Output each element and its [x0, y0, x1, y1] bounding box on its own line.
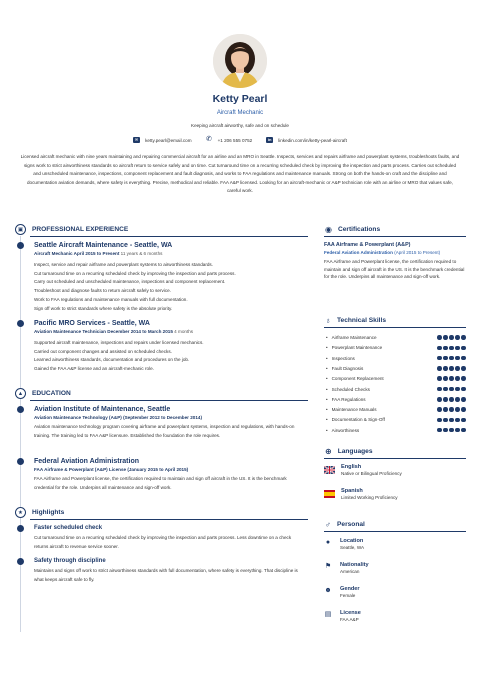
skill-rating — [437, 356, 466, 361]
divider — [324, 458, 466, 459]
timeline-line — [20, 236, 21, 632]
skill-label: • Powerplant Maintenance — [326, 345, 382, 350]
skill-rating — [437, 407, 466, 412]
rating-dot — [449, 387, 454, 392]
skill-rating — [437, 397, 466, 402]
rating-dot — [437, 376, 442, 381]
email-icon: ✉ — [134, 137, 139, 142]
rating-dot — [461, 356, 466, 361]
timeline-dot — [17, 242, 24, 249]
rating-dot — [449, 376, 454, 381]
skill-label: • Airworthiness — [326, 428, 359, 433]
rating-dot — [443, 346, 448, 351]
education-heading: ▲ EDUCATION — [15, 388, 71, 399]
timeline-dot — [17, 525, 24, 532]
rating-dot — [449, 407, 454, 412]
divider — [324, 236, 466, 237]
star-icon: ★ — [15, 507, 26, 518]
candidate-name: Ketty Pearl — [212, 93, 268, 105]
contact-linkedin[interactable] — [266, 137, 347, 143]
rating-dot — [455, 418, 460, 423]
rating-dot — [443, 356, 448, 361]
certifications-heading: ◉ Certifications — [325, 225, 381, 234]
location-icon: ● — [325, 539, 331, 546]
rating-dot — [449, 397, 454, 402]
skill-label: • Inspections — [326, 356, 355, 361]
briefcase-icon: ▣ — [15, 224, 26, 235]
skill-row — [326, 345, 466, 350]
graduation-cap-icon: ▲ — [15, 388, 26, 399]
rating-dot — [443, 428, 448, 433]
rating-dot — [443, 335, 448, 340]
divider — [30, 400, 308, 401]
profile-photo — [213, 34, 267, 88]
skill-rating — [437, 366, 466, 371]
summary-text: Licensed aircraft mechanic with nine years maintaining and repairing commercial aircraft for an airline and an MRO in Seattle. Inspects, services and repairs airframe and powerplant systems, troubleshoots faults, and signs work to strict airworthiness standards so aircraft return to service safely and on time. Cut turnaround time on a recurring scheduled check by improving the inspection and parts process. Carries out scheduled and unscheduled maintenance, inspections, component replacement and fault diagnosis, and works to FAA regulations and maintenance manuals. Strong on both the hands-on craft and the discipline and documentation aviation demands, where safety is everything. Precise, methodical and reliable. FAA A&P licensed. Looking for an aircraft-mechanic or A&P technician role with an airline or MRO that values safe, careful work. — [20, 154, 460, 194]
skill-label: • Component Replacement — [326, 376, 384, 381]
spain-flag-icon — [324, 490, 335, 498]
education-entry: Aviation Institute of Maintenance, Seattle Aviation Maintenance Technology (A&P) (September 2012 to December 2014) Aviation maintenance technology program covering airframe and powerplant systems, inspection and regulations, with hands-on training. The training led to FAA A&P licensure. Established the foundation the role requires. — [34, 406, 295, 438]
phone-text: +1 206 555 0752 — [217, 137, 253, 143]
phone-icon: ✆ — [206, 136, 212, 143]
skills-heading: ♁ Technical Skills — [325, 316, 386, 325]
rating-dot — [443, 418, 448, 423]
skill-row — [326, 356, 466, 361]
skill-label: • FAA Regulations — [326, 397, 366, 402]
highlight-entry: Faster scheduled check Cut turnaround time on a recurring scheduled check by improving the inspection and parts process. Less downtime on a check returns aircraft to revenue service sooner. — [34, 525, 292, 549]
tagline: Keeping aircraft airworthy, safe and on schedule — [191, 123, 289, 128]
timeline-dot — [17, 320, 24, 327]
rating-dot — [461, 428, 466, 433]
skill-row — [326, 366, 466, 371]
rating-dot — [437, 387, 442, 392]
timeline-dot — [17, 458, 24, 465]
skill-row — [326, 428, 466, 433]
rating-dot — [455, 387, 460, 392]
rating-dot — [455, 366, 460, 371]
certificate-icon: ◉ — [325, 225, 332, 234]
rating-dot — [437, 346, 442, 351]
rating-dot — [437, 366, 442, 371]
linkedin-text: linkedin.com/in/ketty-pearl-aircraft — [278, 137, 347, 143]
globe-icon: ⊕ — [325, 447, 332, 456]
divider — [324, 531, 466, 532]
divider — [324, 327, 466, 328]
skill-row — [326, 335, 466, 340]
skill-label: • Documentation & Sign-Off — [326, 417, 385, 422]
skill-rating — [437, 346, 466, 351]
rating-dot — [443, 407, 448, 412]
rating-dot — [461, 418, 466, 423]
personal-gender: ☻ Gender Female — [324, 586, 360, 598]
gender-icon: ♂ — [325, 520, 331, 529]
rating-dot — [455, 335, 460, 340]
skill-row — [326, 376, 466, 381]
rating-dot — [449, 335, 454, 340]
rating-dot — [449, 366, 454, 371]
skill-label: • Maintenance Manuals — [326, 407, 377, 412]
personal-nationality: ⚑ Nationality American — [324, 562, 369, 574]
rating-dot — [449, 418, 454, 423]
personal-license: ▤ License FAA A&P — [324, 610, 361, 622]
skill-rating — [437, 335, 466, 340]
skill-rating — [437, 428, 466, 433]
experience-entry: Pacific MRO Services - Seattle, WA Aviation Maintenance Technician December 2014 to March 2015 4 months Supported aircraft maintenance, inspections and repairs under licensed mechanics. Carried out component changes and assisted on scheduled checks. Learned airworthiness standards, documentation and procedures on the job. Gained the FAA A&P license and an aircraft-mechanic role. — [34, 320, 204, 372]
personal-heading: ♂ Personal — [325, 520, 365, 529]
rating-dot — [461, 387, 466, 392]
skill-rating — [437, 387, 466, 392]
certification-entry: FAA Airframe & Powerplant (A&P) Federal Aviation Administration (April 2015 to Present) FAA Airframe and Powerplant license, the certification required to maintain and sign off aircraft in the US. It is the benchmark credential for the role. Underpins all maintenance and sign-off work. — [324, 242, 465, 280]
skill-label: • Scheduled Checks — [326, 387, 370, 392]
rating-dot — [437, 356, 442, 361]
person-icon: ☻ — [324, 587, 332, 594]
rating-dot — [461, 397, 466, 402]
rating-dot — [449, 346, 454, 351]
divider — [30, 519, 308, 520]
uk-flag-icon — [324, 466, 335, 474]
candidate-role: Aircraft Mechanic — [216, 110, 264, 116]
rating-dot — [437, 428, 442, 433]
rating-dot — [455, 428, 460, 433]
rating-dot — [437, 335, 442, 340]
contact-bar — [0, 137, 480, 143]
rating-dot — [455, 356, 460, 361]
experience-heading: ▣ PROFESSIONAL EXPERIENCE — [15, 224, 128, 235]
skill-label: • Fault Diagnosis — [326, 366, 363, 371]
rating-dot — [461, 407, 466, 412]
rating-dot — [461, 335, 466, 340]
rating-dot — [437, 407, 442, 412]
rating-dot — [461, 376, 466, 381]
skill-row — [326, 417, 466, 422]
rating-dot — [443, 366, 448, 371]
rating-dot — [455, 376, 460, 381]
rating-dot — [449, 428, 454, 433]
experience-entry: Seattle Aircraft Maintenance - Seattle, WA Aircraft Mechanic April 2015 to Present 11 years & 6 months Inspect, service and repair airframe and powerplant systems to airworthiness standards. Cut turnaround time on a recurring scheduled check by improving the inspection and parts process. Carry out scheduled and unscheduled maintenance, inspections and component replacement. Troubleshoot and diagnose faults to return aircraft safely to service. Work to FAA regulations and maintenance manuals with full documentation. Sign off work to strict standards where safety is the absolute priority. — [34, 242, 236, 311]
rating-dot — [437, 418, 442, 423]
skill-rating — [437, 376, 466, 381]
rating-dot — [455, 397, 460, 402]
rating-dot — [437, 397, 442, 402]
personal-location: ● Location Seattle, WA — [325, 538, 365, 550]
rating-dot — [461, 346, 466, 351]
rating-dot — [443, 387, 448, 392]
id-card-icon: ▤ — [324, 611, 332, 618]
email-text: ketty.pearl@email.com — [145, 137, 192, 143]
contact-phone[interactable] — [206, 137, 253, 143]
rating-dot — [449, 356, 454, 361]
flag-icon: ⚑ — [324, 563, 332, 570]
rating-dot — [461, 366, 466, 371]
skill-rating — [437, 418, 466, 423]
education-entry: Federal Aviation Administration FAA Airframe & Powerplant (A&P) License (January 2015 to April 2015) FAA Airframe and Powerplant license, the certification required to maintain and sign off aircraft in the US. It is the benchmark credential for the role. Underpins all maintenance and sign-off work. — [34, 458, 287, 490]
skill-row — [326, 397, 466, 402]
skill-label: • Airframe Maintenance — [326, 335, 377, 340]
rating-dot — [443, 376, 448, 381]
timeline-dot — [17, 406, 24, 413]
highlights-heading: ★ Highlights — [15, 507, 64, 518]
highlight-entry: Safety through discipline Maintains and signs off work to strict airworthiness standards with full documentation, where safety is everything. That discipline is what keeps aircraft safe to fly. — [34, 558, 298, 582]
languages-heading: ⊕ Languages — [325, 447, 373, 456]
lightbulb-icon: ♁ — [325, 316, 331, 325]
rating-dot — [455, 407, 460, 412]
language-entry: Spanish Limited Working Proficiency — [324, 488, 398, 500]
timeline-dot — [17, 558, 24, 565]
linkedin-icon: in — [267, 137, 272, 142]
skill-row — [326, 407, 466, 412]
language-entry: English Native or Bilingual Proficiency — [324, 464, 402, 476]
skill-row — [326, 387, 466, 392]
rating-dot — [455, 346, 460, 351]
contact-email[interactable] — [133, 137, 191, 143]
rating-dot — [443, 397, 448, 402]
divider — [30, 236, 308, 237]
